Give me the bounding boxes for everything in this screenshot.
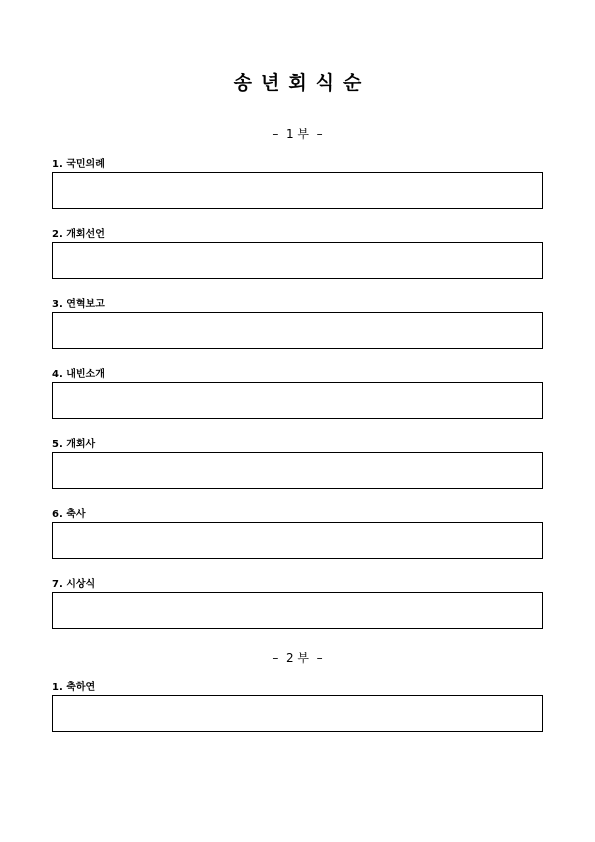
item-field-celebration-party[interactable] [52, 695, 543, 732]
item-label-celebration-party: 1. 축하연 [52, 682, 96, 693]
item-label-history-report: 3. 연혁보고 [52, 299, 105, 310]
item-label-award-ceremony: 7. 시상식 [52, 579, 96, 590]
item-field-congratulatory-speech[interactable] [52, 522, 543, 559]
item-field-opening-address[interactable] [52, 452, 543, 489]
item-label-national-ceremony: 1. 국민의례 [52, 159, 105, 170]
item-label-guest-introduction: 4. 내빈소개 [52, 369, 105, 380]
item-field-national-ceremony[interactable] [52, 172, 543, 209]
item-label-opening-address: 5. 개회사 [52, 439, 96, 450]
item-field-opening-declaration[interactable] [52, 242, 543, 279]
item-field-guest-introduction[interactable] [52, 382, 543, 419]
page-title: 송년회식순 [233, 72, 371, 94]
item-label-opening-declaration: 2. 개회선언 [52, 229, 105, 240]
part2-heading: – 2 부 – [272, 651, 323, 665]
item-field-award-ceremony[interactable] [52, 592, 543, 629]
item-label-congratulatory-speech: 6. 축사 [52, 509, 86, 520]
part1-heading: – 1 부 – [272, 127, 323, 141]
item-field-history-report[interactable] [52, 312, 543, 349]
